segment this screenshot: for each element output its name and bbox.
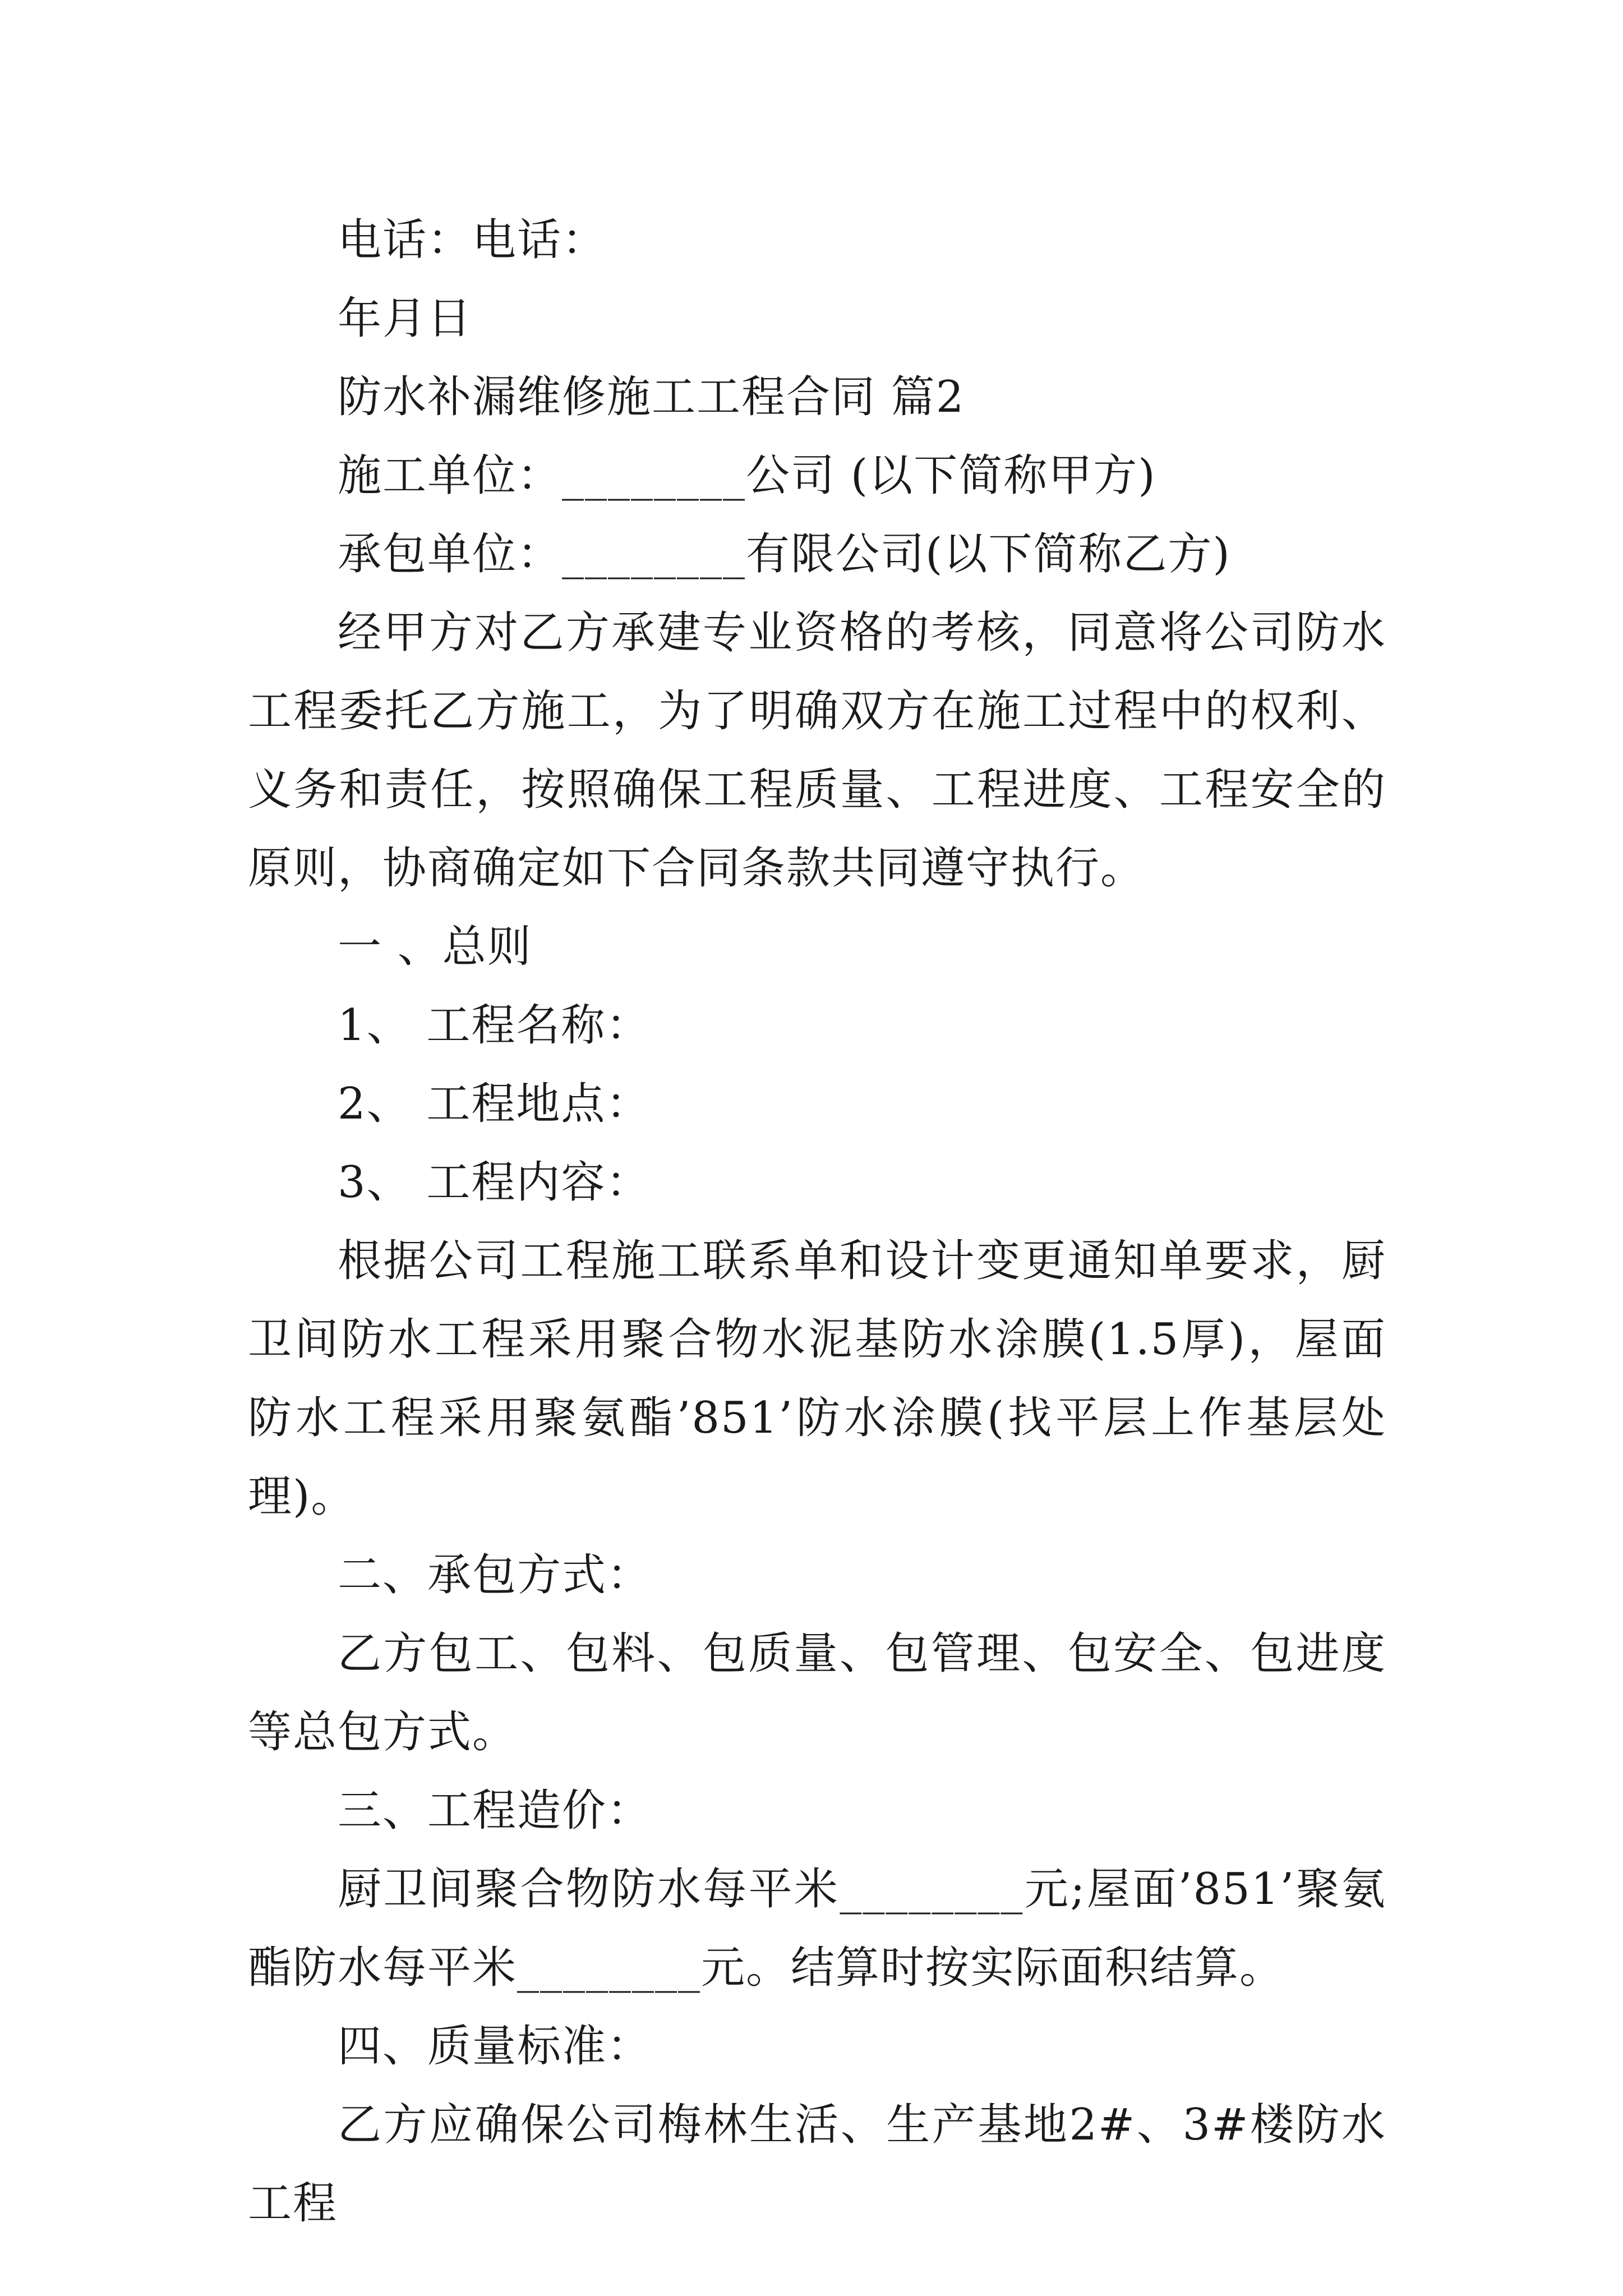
section-heading-quality: 四、质量标准： xyxy=(338,2021,652,2072)
construction-unit-line: 施工单位：________公司 (以下简称甲方) xyxy=(338,450,1156,501)
cost-paragraph: 厨卫间聚合物防水每平米________元;屋面’851’聚氨酯防水每平米________元。结算时按实际面积结算。 xyxy=(248,1864,1386,1993)
contract-method-paragraph: 乙方包工、包料、包质量、包管理、包安全、包进度等总包方式。 xyxy=(248,1628,1386,1757)
item-project-name: 1、 工程名称： xyxy=(338,1000,651,1051)
contractor-unit-line: 承包单位：________有限公司(以下简称乙方) xyxy=(338,529,1231,579)
item-project-content: 3、 工程内容： xyxy=(338,1157,651,1208)
section-heading-general: 一 、总则 xyxy=(338,922,532,972)
section-heading-cost: 三、工程造价： xyxy=(338,1786,652,1836)
intro-paragraph: 经甲方对乙方承建专业资格的考核，同意将公司防水工程委托乙方施工，为了明确双方在施工过程中的权利、义务和责任，按照确保工程质量、工程进度、工程安全的原则，协商确定如下合同条款共同遵守执行。 xyxy=(248,608,1386,894)
section-heading-contract-method: 二、承包方式： xyxy=(338,1550,652,1600)
phone-line: 电话：电话： xyxy=(338,215,607,265)
date-line: 年月日 xyxy=(338,293,473,344)
document-body xyxy=(248,201,1386,2243)
item-project-location: 2、 工程地点： xyxy=(338,1079,651,1129)
quality-paragraph: 乙方应确保公司梅林生活、生产基地2#、3#楼防水工程 xyxy=(248,2100,1386,2229)
contract-title: 防水补漏维修施工工程合同 篇2 xyxy=(338,372,965,422)
content-paragraph: 根据公司工程施工联系单和设计变更通知单要求，厨卫间防水工程采用聚合物水泥基防水涂膜(1.5厚)，屋面防水工程采用聚氨酯’851’防水涂膜(找平层上作基层处理)。 xyxy=(248,1236,1386,1522)
